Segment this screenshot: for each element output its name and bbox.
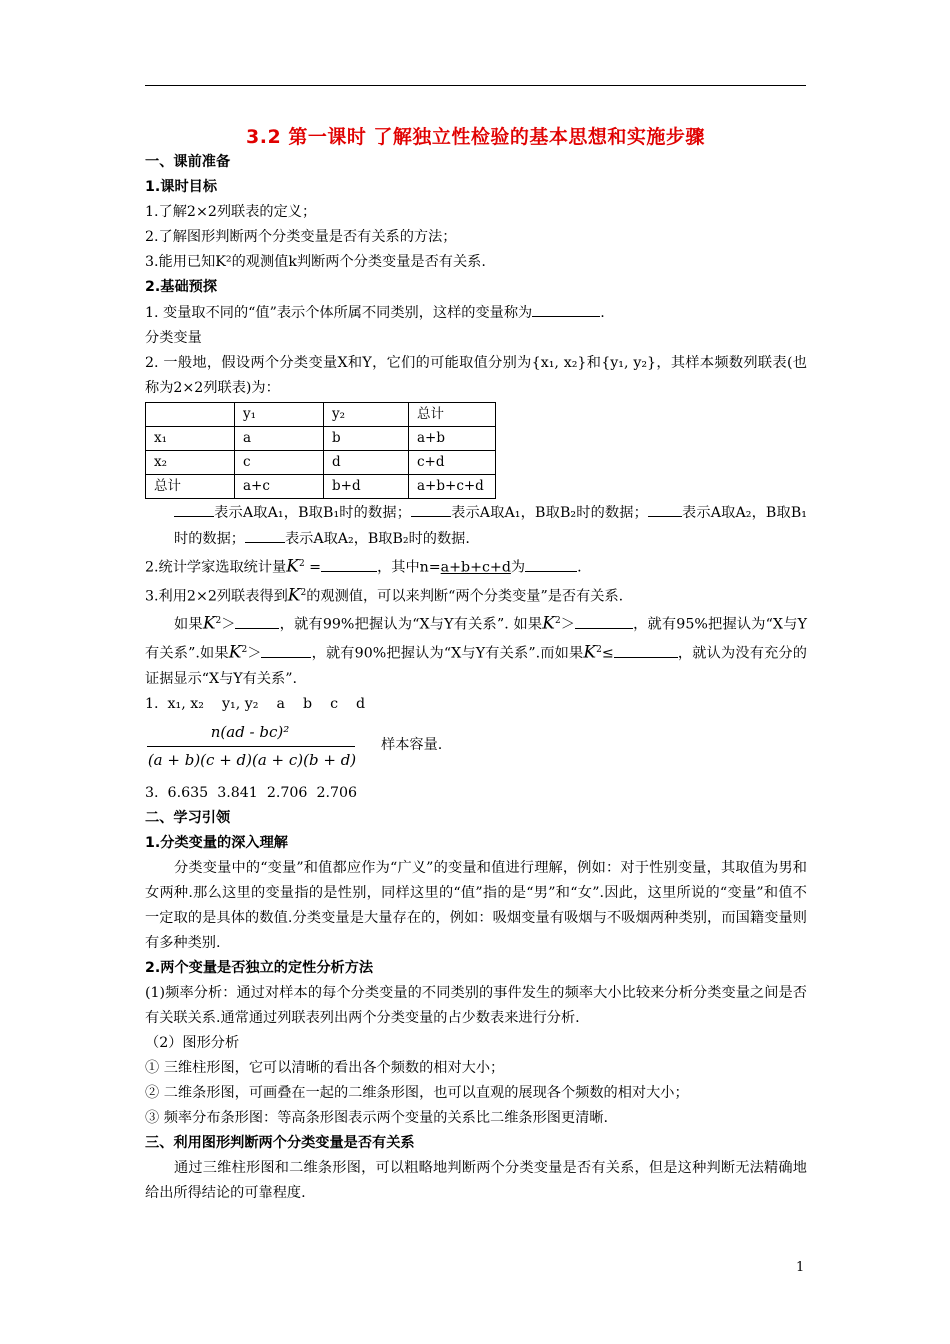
question-text: ＞ bbox=[247, 645, 262, 662]
answer-line: 3. 6.635 3.841 2.706 2.706 bbox=[145, 784, 358, 801]
goal-item: 2.了解图形判断两个分类变量是否有关系的方法； bbox=[145, 229, 457, 245]
fill-blank bbox=[575, 612, 633, 629]
table-cell: d bbox=[324, 451, 409, 475]
table-cell: a+c bbox=[235, 475, 324, 499]
paragraph: 通过三维柱形图和二维条形图，可以粗略地判断两个分类变量是否有关系，但是这种判断无法精确地给出所得结论的可靠程度. bbox=[145, 1159, 807, 1201]
question-text: ＞ bbox=[560, 617, 575, 634]
table-row bbox=[146, 451, 496, 475]
underlined-text: a+b+c+d bbox=[440, 559, 511, 576]
list-item: ③ 频率分布条形图：等高条形图表示两个变量的关系比二维条形图更清晰. bbox=[145, 1109, 609, 1126]
question-text: ，就有99%把握认为“X与Y有关系”. 如果 bbox=[279, 617, 543, 634]
k-symbol: K bbox=[202, 614, 216, 635]
table-cell: c bbox=[235, 451, 324, 475]
question-text: ，就认为没有充分的证据显示“X与Y有关系”. bbox=[145, 645, 807, 687]
question-text: = bbox=[304, 559, 322, 576]
table-row bbox=[146, 427, 496, 451]
paragraph: （2）图形分析 bbox=[145, 1034, 240, 1051]
question-2-blanks bbox=[145, 500, 807, 552]
table-cell: a+b bbox=[409, 427, 496, 451]
section-heading: 三、利用图形判断两个分类变量是否有关系 bbox=[145, 1134, 415, 1151]
question-text: 2.统计学家选取统计量 bbox=[145, 559, 287, 576]
contingency-table bbox=[145, 402, 496, 499]
question-text: 表示A取A₂，B取B₁时的数据； bbox=[174, 505, 807, 547]
question-text: 表示A取A₂，B取B₂时的数据. bbox=[284, 531, 470, 547]
formula-note: 样本容量. bbox=[381, 736, 443, 753]
question-text: 1. 变量取不同的“值”表示个体所属不同类别，这样的变量称为 bbox=[145, 305, 533, 321]
paragraph: (1)频率分析：通过对样本的每个分类变量的不同类别的事件发生的频率大小比较来分析分类变量之间是否有关联关系.通常通过列联表列出两个分类变量的占少数表来进行分析. bbox=[145, 984, 807, 1026]
question-text: ＞ bbox=[221, 617, 236, 634]
question-text: . bbox=[600, 305, 605, 321]
question-text: ，就有95%把握认为“X与Y有关系”.如果 bbox=[145, 617, 807, 662]
question-text: 如果 bbox=[174, 617, 203, 634]
table-cell: b+d bbox=[324, 475, 409, 499]
question-2-stat: 2.统计学家选取统计量$K^2$ = ，其中n=a+b+c+d为 . bbox=[145, 556, 582, 577]
table-cell: a+b+c+d bbox=[409, 475, 496, 499]
k2-formula bbox=[145, 721, 807, 779]
fill-blank bbox=[648, 500, 682, 517]
fill-blank bbox=[532, 300, 600, 317]
subsection-heading: 2.基础预探 bbox=[145, 279, 218, 295]
fraction-bar bbox=[147, 746, 355, 747]
formula-denominator: (a + b)(c + d)(a + c)(b + d) bbox=[147, 750, 357, 769]
table-cell: y₁ bbox=[235, 403, 324, 427]
question-text: ，其中n= bbox=[377, 559, 441, 576]
k-symbol: K bbox=[583, 642, 597, 663]
fill-blank bbox=[174, 500, 214, 517]
question-2: 2. 一般地，假设两个分类变量X和Y，它们的可能取值分别为{x₁, x₂}和{y₁, y₂}，其样本频数列联表(也称为2×2列联表)为： bbox=[145, 355, 807, 396]
k-symbol: K bbox=[228, 642, 242, 663]
question-text: 表示A取A₁，B取B₂时的数据； bbox=[450, 505, 648, 521]
table-cell bbox=[146, 403, 235, 427]
table-cell: x₁ bbox=[146, 427, 235, 451]
page-content bbox=[145, 150, 807, 1206]
table-row bbox=[146, 475, 496, 499]
goal-item: 3.能用已知K²的观测值k判断两个分类变量是否有关系. bbox=[145, 254, 486, 270]
question-text: ≤ bbox=[601, 645, 614, 662]
section-heading: 一、课前准备 bbox=[145, 154, 231, 170]
goal-item: 1.了解2×2列联表的定义； bbox=[145, 204, 317, 220]
page-title: 3.2 第一课时 了解独立性检验的基本思想和实施步骤 bbox=[246, 126, 705, 148]
formula-numerator: n(ad - bc)² bbox=[210, 722, 290, 741]
table-cell: a bbox=[235, 427, 324, 451]
answer-line: 1. x₁, x₂ y₁, y₂ a b c d bbox=[145, 695, 366, 712]
question-3: 3.利用2×2列联表得到$K^2$的观测值，可以来判断“两个分类变量”是否有关系. bbox=[145, 585, 624, 606]
list-item: ② 二维条形图，可画叠在一起的二维条形图，也可以直观的展现各个频数的相对大小； bbox=[145, 1084, 689, 1101]
paragraph: 分类变量中的“变量”和值都应作为“广义”的变量和值进行理解，例如：对于性别变量，其取值为男和女两种.那么这里的变量指的是性别，同样这里的“值”指的是“男”和“女”.因此，这里所说的“变量”和值不一定取的是具体的数值.分类变量是大量存在的，例如：吸烟变量有吸烟与不吸烟两种类别，而国籍变量则有多种类别. bbox=[145, 859, 807, 951]
question-1 bbox=[145, 300, 807, 326]
k-symbol: K bbox=[542, 614, 555, 635]
k-symbol: K bbox=[286, 556, 299, 577]
table-cell: 总计 bbox=[409, 403, 496, 427]
table-row bbox=[146, 403, 496, 427]
subsection-heading: 1.课时目标 bbox=[145, 179, 218, 195]
fill-blank bbox=[235, 612, 279, 629]
table-cell: 总计 bbox=[146, 475, 235, 499]
table-cell: c+d bbox=[409, 451, 496, 475]
question-3-thresholds: 如果$K^2>$ ，就有99%把握认为“X与Y有关系”. 如果$K^2>$ ，就有95%把握认为“X与Y有关系”.如果$K^2>$ ，就有90%把握认为“X与Y有关系”.而如果$K^2\le$ ，就认为没有充分的证据显示“X与Y有关系”. bbox=[145, 614, 807, 687]
question-text: 的观测值，可以来判断“两个分类变量”是否有关系. bbox=[306, 588, 624, 605]
fill-blank bbox=[614, 641, 678, 658]
fill-blank bbox=[245, 526, 285, 543]
question-text: 3.利用2×2列联表得到 bbox=[145, 588, 288, 605]
fill-blank bbox=[411, 500, 451, 517]
question-text: . bbox=[577, 559, 582, 576]
fill-blank bbox=[261, 641, 311, 658]
section-heading: 二、学习引领 bbox=[145, 809, 231, 826]
answer-text: 分类变量 bbox=[145, 330, 202, 346]
question-text: ，就有90%把握认为“X与Y有关系”.而如果 bbox=[311, 645, 584, 662]
fill-blank bbox=[321, 555, 377, 572]
list-item: ① 三维柱形图，它可以清晰的看出各个频数的相对大小； bbox=[145, 1059, 505, 1076]
header-rule bbox=[145, 85, 806, 86]
fill-blank bbox=[525, 555, 577, 572]
table-cell: b bbox=[324, 427, 409, 451]
k-symbol: K bbox=[287, 585, 301, 606]
question-text: 为 bbox=[510, 559, 526, 576]
table-cell: x₂ bbox=[146, 451, 235, 475]
table-cell: y₂ bbox=[324, 403, 409, 427]
page-number: 1 bbox=[796, 1260, 805, 1275]
subsection-heading: 1.分类变量的深入理解 bbox=[145, 834, 288, 851]
subsection-heading: 2.两个变量是否独立的定性分析方法 bbox=[145, 959, 374, 976]
question-text: 表示A取A₁，B取B₁时的数据； bbox=[214, 505, 411, 521]
